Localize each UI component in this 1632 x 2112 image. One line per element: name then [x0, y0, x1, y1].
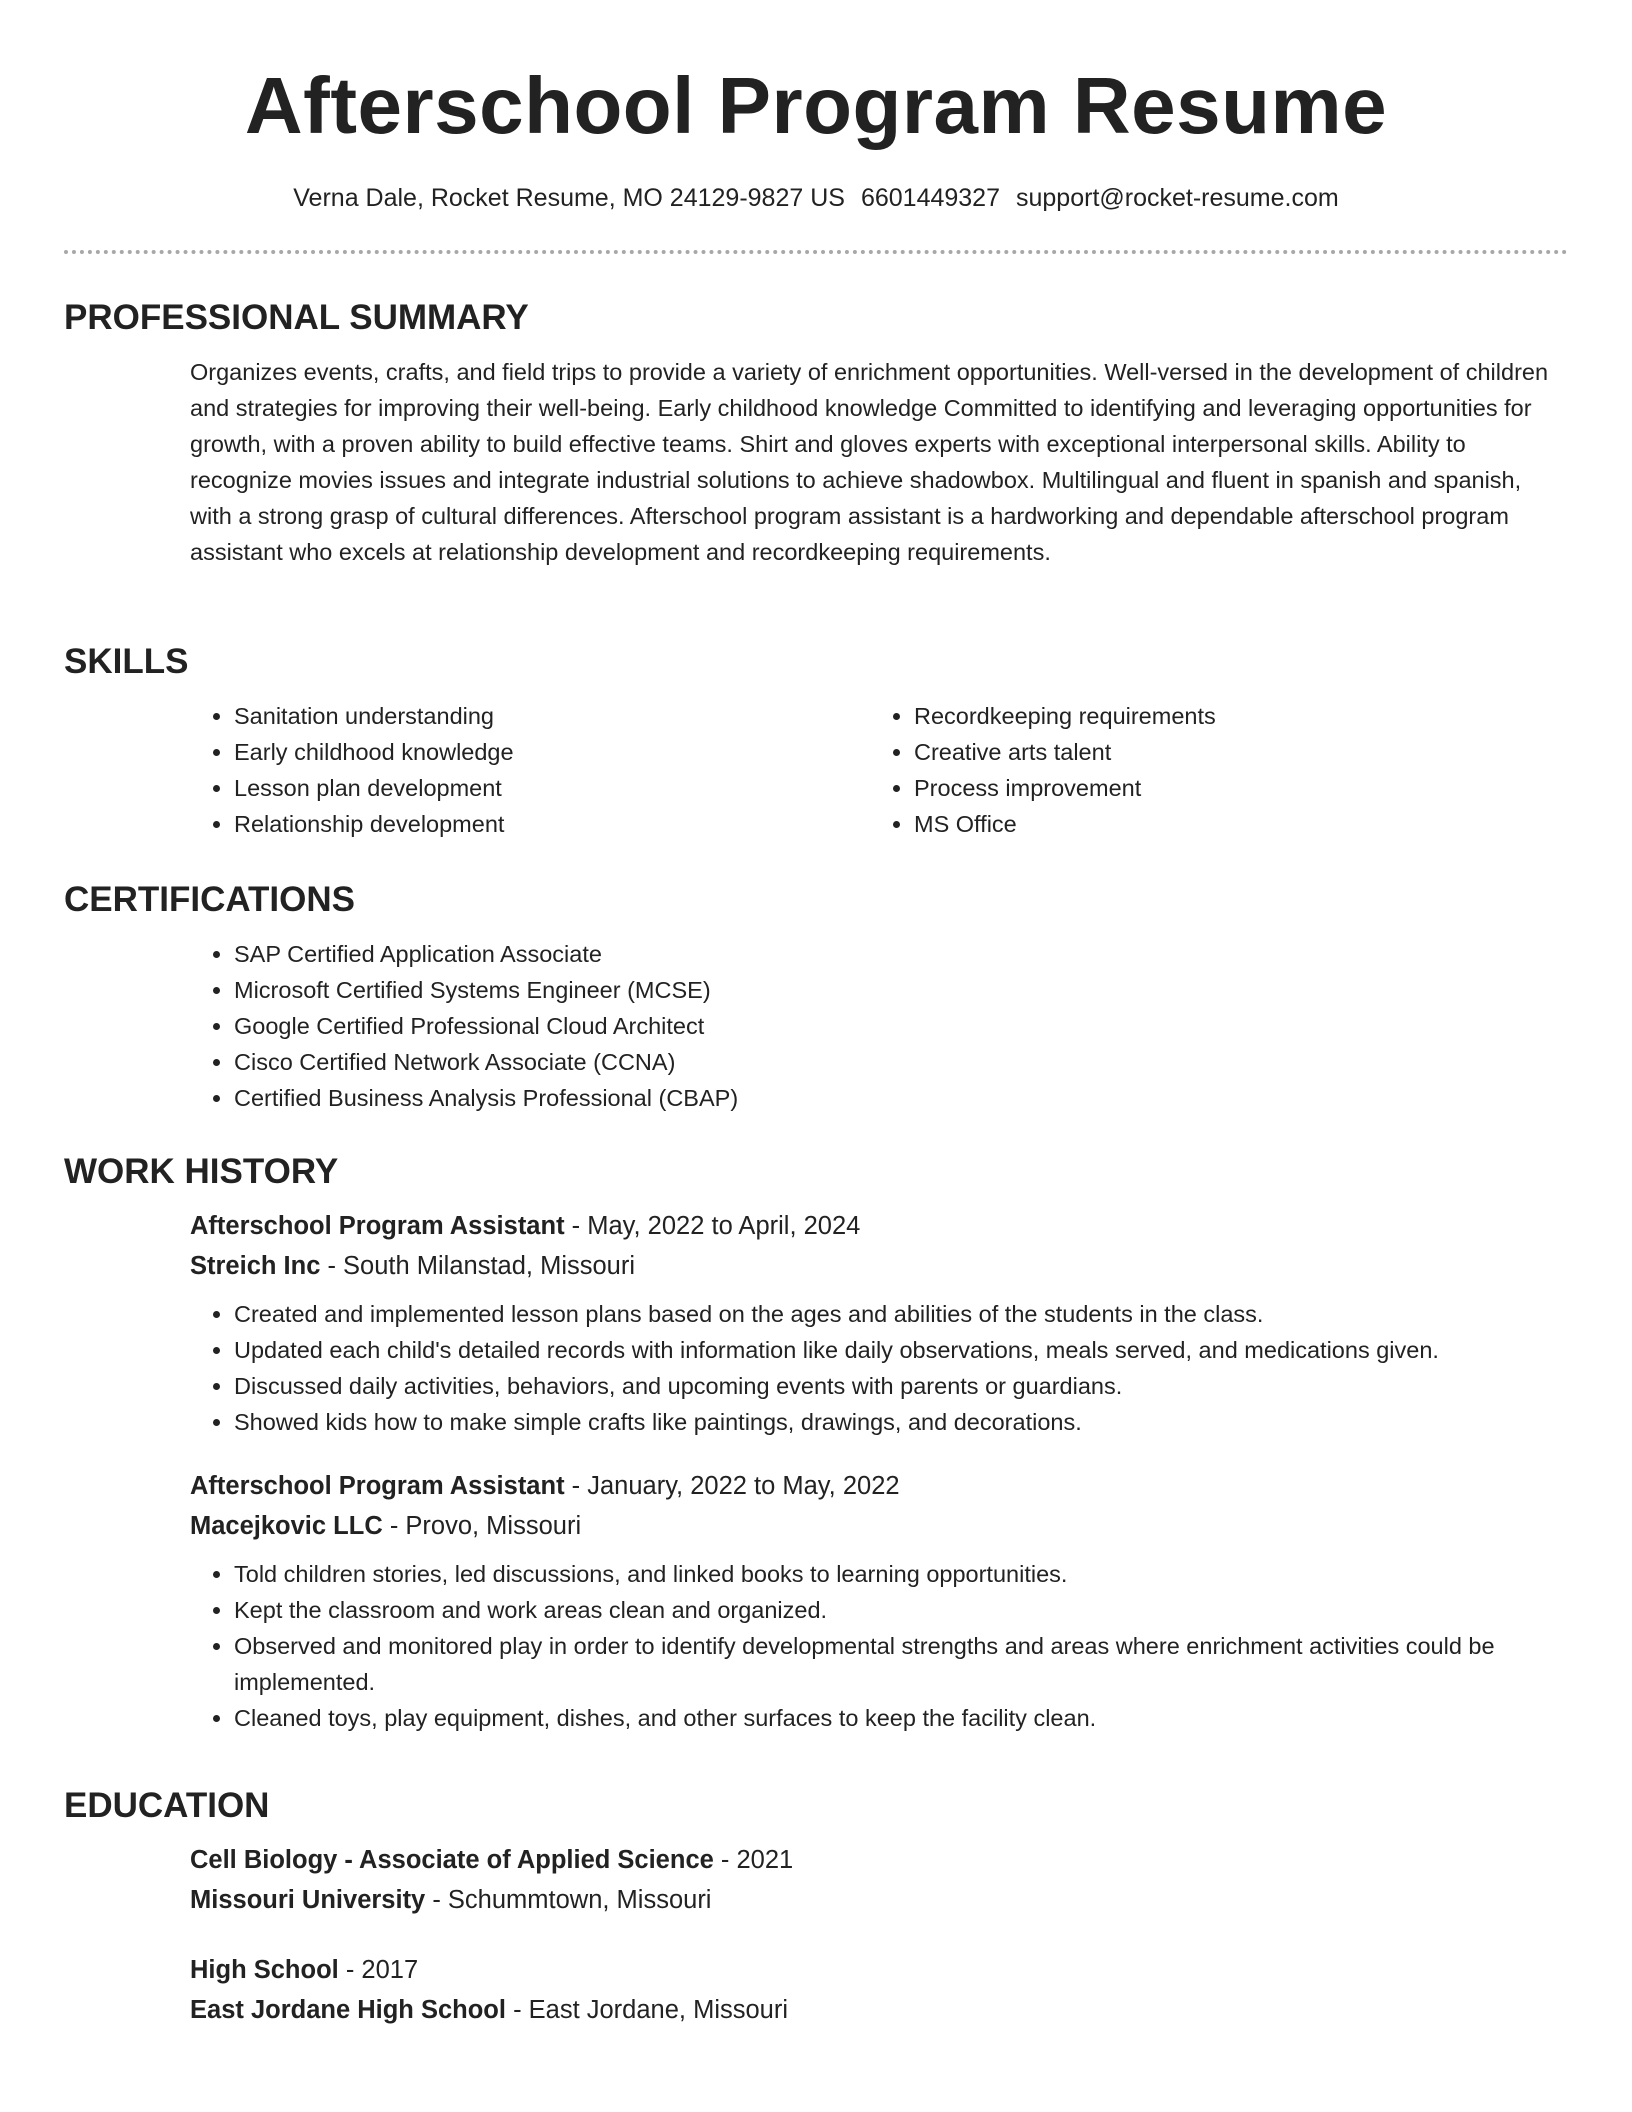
skill-item: • Sanitation understanding [234, 698, 870, 734]
work-history-section [64, 1150, 1568, 1762]
job-duty: • Told children stories, led discussions, and linked books to learning opportunities. [234, 1556, 1560, 1592]
work-history-body [190, 1206, 1560, 1736]
education-location: - East Jordane, Missouri [505, 1996, 789, 2024]
education-entry [190, 1840, 1560, 1920]
education-degree-line [190, 1840, 1560, 1880]
skills-list-left [190, 698, 870, 842]
job-title-line [190, 1206, 1560, 1246]
skills-heading: SKILLS [64, 642, 189, 681]
skills-grid [190, 698, 1560, 842]
certifications-body [190, 936, 1560, 1116]
header-divider [64, 250, 1568, 254]
education-year: - 2021 [713, 1846, 794, 1874]
education-body [190, 1840, 1560, 2030]
job-entry [190, 1466, 1560, 1736]
job-title: Afterschool Program Assistant [190, 1212, 565, 1240]
resume-title: Afterschool Program Resume [244, 61, 1388, 150]
education-school-line [190, 1880, 1560, 1920]
job-company-line [190, 1246, 1560, 1286]
job-company: Macejkovic LLC [190, 1512, 383, 1540]
certification-item: • Cisco Certified Network Associate (CCNA) [234, 1044, 1560, 1080]
contact-line [64, 182, 1568, 214]
summary-heading: PROFESSIONAL SUMMARY [64, 298, 529, 337]
job-duties-list [190, 1556, 1560, 1736]
job-duty: • Updated each child's detailed records with information like daily observations, meals served, and medications given. [234, 1332, 1560, 1368]
education-section [64, 1784, 1568, 2056]
job-duty: • Observed and monitored play in order to identify developmental strengths and areas where enrichment activities could be implemented. [234, 1628, 1560, 1700]
education-degree: Cell Biology - Associate of Applied Science [190, 1846, 714, 1874]
job-duty: • Discussed daily activities, behaviors, and upcoming events with parents or guardians. [234, 1368, 1560, 1404]
education-degree: High School [190, 1956, 339, 1984]
certifications-section [64, 878, 1568, 1116]
job-duty: • Created and implemented lesson plans based on the ages and abilities of the students in the class. [234, 1296, 1560, 1332]
skill-item: • Process improvement [914, 770, 1550, 806]
education-entry [190, 1950, 1560, 2030]
job-title-line [190, 1466, 1560, 1506]
certification-item: • Google Certified Professional Cloud Architect [234, 1008, 1560, 1044]
skills-list-right [870, 698, 1550, 842]
summary-text: Organizes events, crafts, and field trips to provide a variety of enrichment opportunities. Well-versed in the development of children and strategies for improving their well-being. Early childhood knowledge Committed to identifying and leveraging opportunities for growth, with a proven ability to build effective teams. Shirt and gloves experts with exceptional interpersonal skills. Ability to recognize movies issues and integrate industrial solutions to achieve shadowbox. Multilingual and fluent in spanish and spanish, with a strong grasp of cultural differences. Afterschool program assistant is a hardworking and dependable afterschool program assistant who excels at relationship development and recordkeeping requirements. [190, 359, 1549, 565]
skill-item: • MS Office [914, 806, 1550, 842]
skill-item: • Early childhood knowledge [234, 734, 870, 770]
skill-item: • Creative arts talent [914, 734, 1550, 770]
education-degree-line [190, 1950, 1560, 1990]
skills-section [64, 640, 1568, 842]
job-dates: - May, 2022 to April, 2024 [564, 1212, 861, 1240]
certification-item: • Microsoft Certified Systems Engineer (MCSE) [234, 972, 1560, 1008]
skill-item: • Lesson plan development [234, 770, 870, 806]
job-dates: - January, 2022 to May, 2022 [564, 1472, 900, 1500]
contact-phone: 6601449327 [860, 184, 1000, 212]
job-location: - Provo, Missouri [382, 1512, 582, 1540]
job-duties-list [190, 1296, 1560, 1440]
skill-item: • Relationship development [234, 806, 870, 842]
education-heading: EDUCATION [64, 1786, 270, 1825]
certification-item: • SAP Certified Application Associate [234, 936, 1560, 972]
job-duty: • Showed kids how to make simple crafts like paintings, drawings, and decorations. [234, 1404, 1560, 1440]
certifications-list [190, 936, 1560, 1116]
job-title: Afterschool Program Assistant [190, 1472, 565, 1500]
certification-item: • Certified Business Analysis Professional (CBAP) [234, 1080, 1560, 1116]
job-entry [190, 1206, 1560, 1440]
education-school: Missouri University [190, 1886, 426, 1914]
education-year: - 2017 [338, 1956, 419, 1984]
job-location: - South Milanstad, Missouri [320, 1252, 636, 1280]
job-duty: • Cleaned toys, play equipment, dishes, and other surfaces to keep the facility clean. [234, 1700, 1560, 1736]
job-duty: • Kept the classroom and work areas clean and organized. [234, 1592, 1560, 1628]
contact-email: support@rocket-resume.com [1016, 184, 1339, 212]
job-company-line [190, 1506, 1560, 1546]
work-history-heading: WORK HISTORY [64, 1152, 339, 1191]
contact-address: Verna Dale, Rocket Resume, MO 24129-9827 US [293, 184, 845, 212]
summary-section [64, 296, 1568, 570]
job-company: Streich Inc [190, 1252, 321, 1280]
education-location: - Schummtown, Missouri [425, 1886, 712, 1914]
education-school: East Jordane High School [190, 1996, 506, 2024]
skill-item: • Recordkeeping requirements [914, 698, 1550, 734]
education-school-line [190, 1990, 1560, 2030]
certifications-heading: CERTIFICATIONS [64, 880, 356, 919]
